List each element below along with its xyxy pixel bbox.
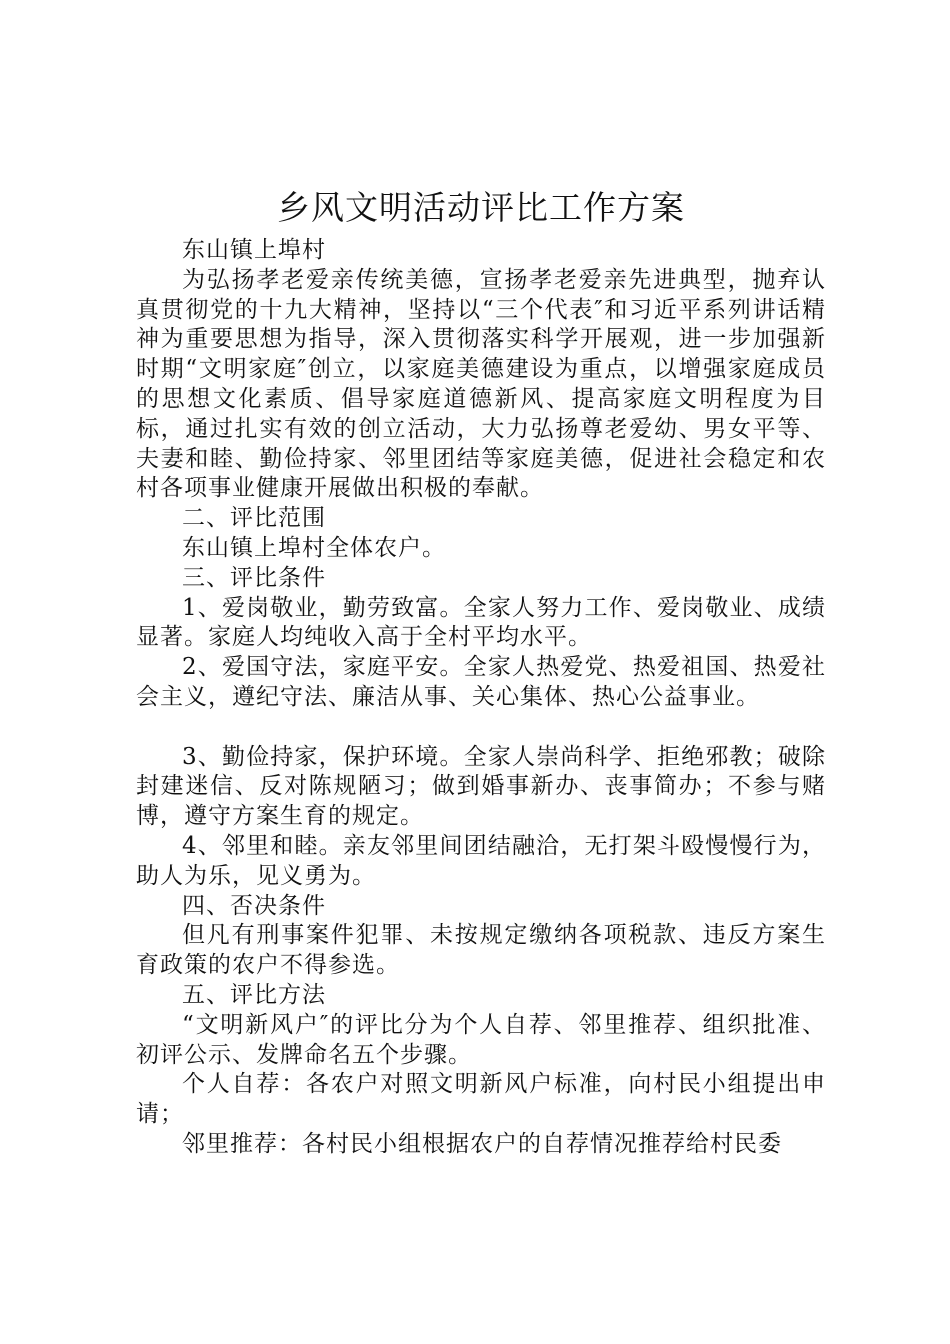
condition-item-4: 4、邻里和睦。亲友邻里间团结融洽，无打架斗殴慢慢行为，助人为乐，见义勇为。 bbox=[136, 832, 826, 889]
method-paragraph: “文明新风户″的评比分为个人自荐、邻里推荐、组织批准、初评公示、发牌命名五个步骤。 bbox=[136, 1011, 826, 1068]
condition-item-2: 2、爱国守法，家庭平安。全家人热爱党、热爱祖国、热爱社会主义，遵纪守法、廉洁从事、关心集体、热心公益事业。 bbox=[136, 654, 826, 710]
intro-paragraph: 为弘扬孝老爱亲传统美德，宣扬孝老爱亲先进典型，抛弃认真贯彻党的十九大精神，坚持以“三个代表″和习近平系列讲话精神为重要思想为指导，深入贯彻落实科学开展观，进一步加强新时期“文明家庭″创立，以家庭美德建设为重点，以增强家庭成员的思想文化素质、倡导家庭道德新风、提高家庭文明程度为目标，通过扎实有效的创立活动，大力弘扬尊老爱幼、男女平等、夫妻和睦、勤俭持家、邻里团结等家庭美德，促进社会稳定和农村各项事业健康开展做出积极的奉献。 bbox=[136, 266, 826, 502]
condition-item-1: 1、爱岗敬业，勤劳致富。全家人努力工作、爱岗敬业、成绩显著。家庭人均纯收入高于全村平均水平。 bbox=[136, 594, 826, 651]
veto-paragraph: 但凡有刑事案件犯罪、未按规定缴纳各项税款、违反方案生育政策的农户不得参选。 bbox=[136, 922, 826, 979]
self-recommend-paragraph: 个人自荐：各农户对照文明新风户标准，向村民小组提出申请； bbox=[136, 1071, 826, 1128]
document-title: 乡风文明活动评比工作方案 bbox=[277, 188, 685, 227]
section-heading-method: 五、评比方法 bbox=[182, 981, 326, 1008]
section-heading-conditions: 三、评比条件 bbox=[182, 564, 326, 591]
village-name: 东山镇上埠村 bbox=[182, 237, 326, 263]
section-heading-scope: 二、评比范围 bbox=[182, 505, 326, 532]
neighbor-recommend-paragraph: 邻里推荐：各村民小组根据农户的自荐情况推荐给村民委 bbox=[182, 1130, 782, 1157]
document-page bbox=[136, 186, 826, 1160]
condition-item-3: 3、勤俭持家，保护环境。全家人崇尚科学、拒绝邪教；破除封建迷信、反对陈规陋习；做到婚事新办、丧事简办；不参与赌博，遵守方案生育的规定。 bbox=[136, 743, 826, 830]
scope-paragraph: 东山镇上埠村全体农户。 bbox=[182, 534, 446, 561]
blank-line bbox=[136, 713, 826, 743]
section-heading-veto: 四、否决条件 bbox=[182, 892, 326, 919]
